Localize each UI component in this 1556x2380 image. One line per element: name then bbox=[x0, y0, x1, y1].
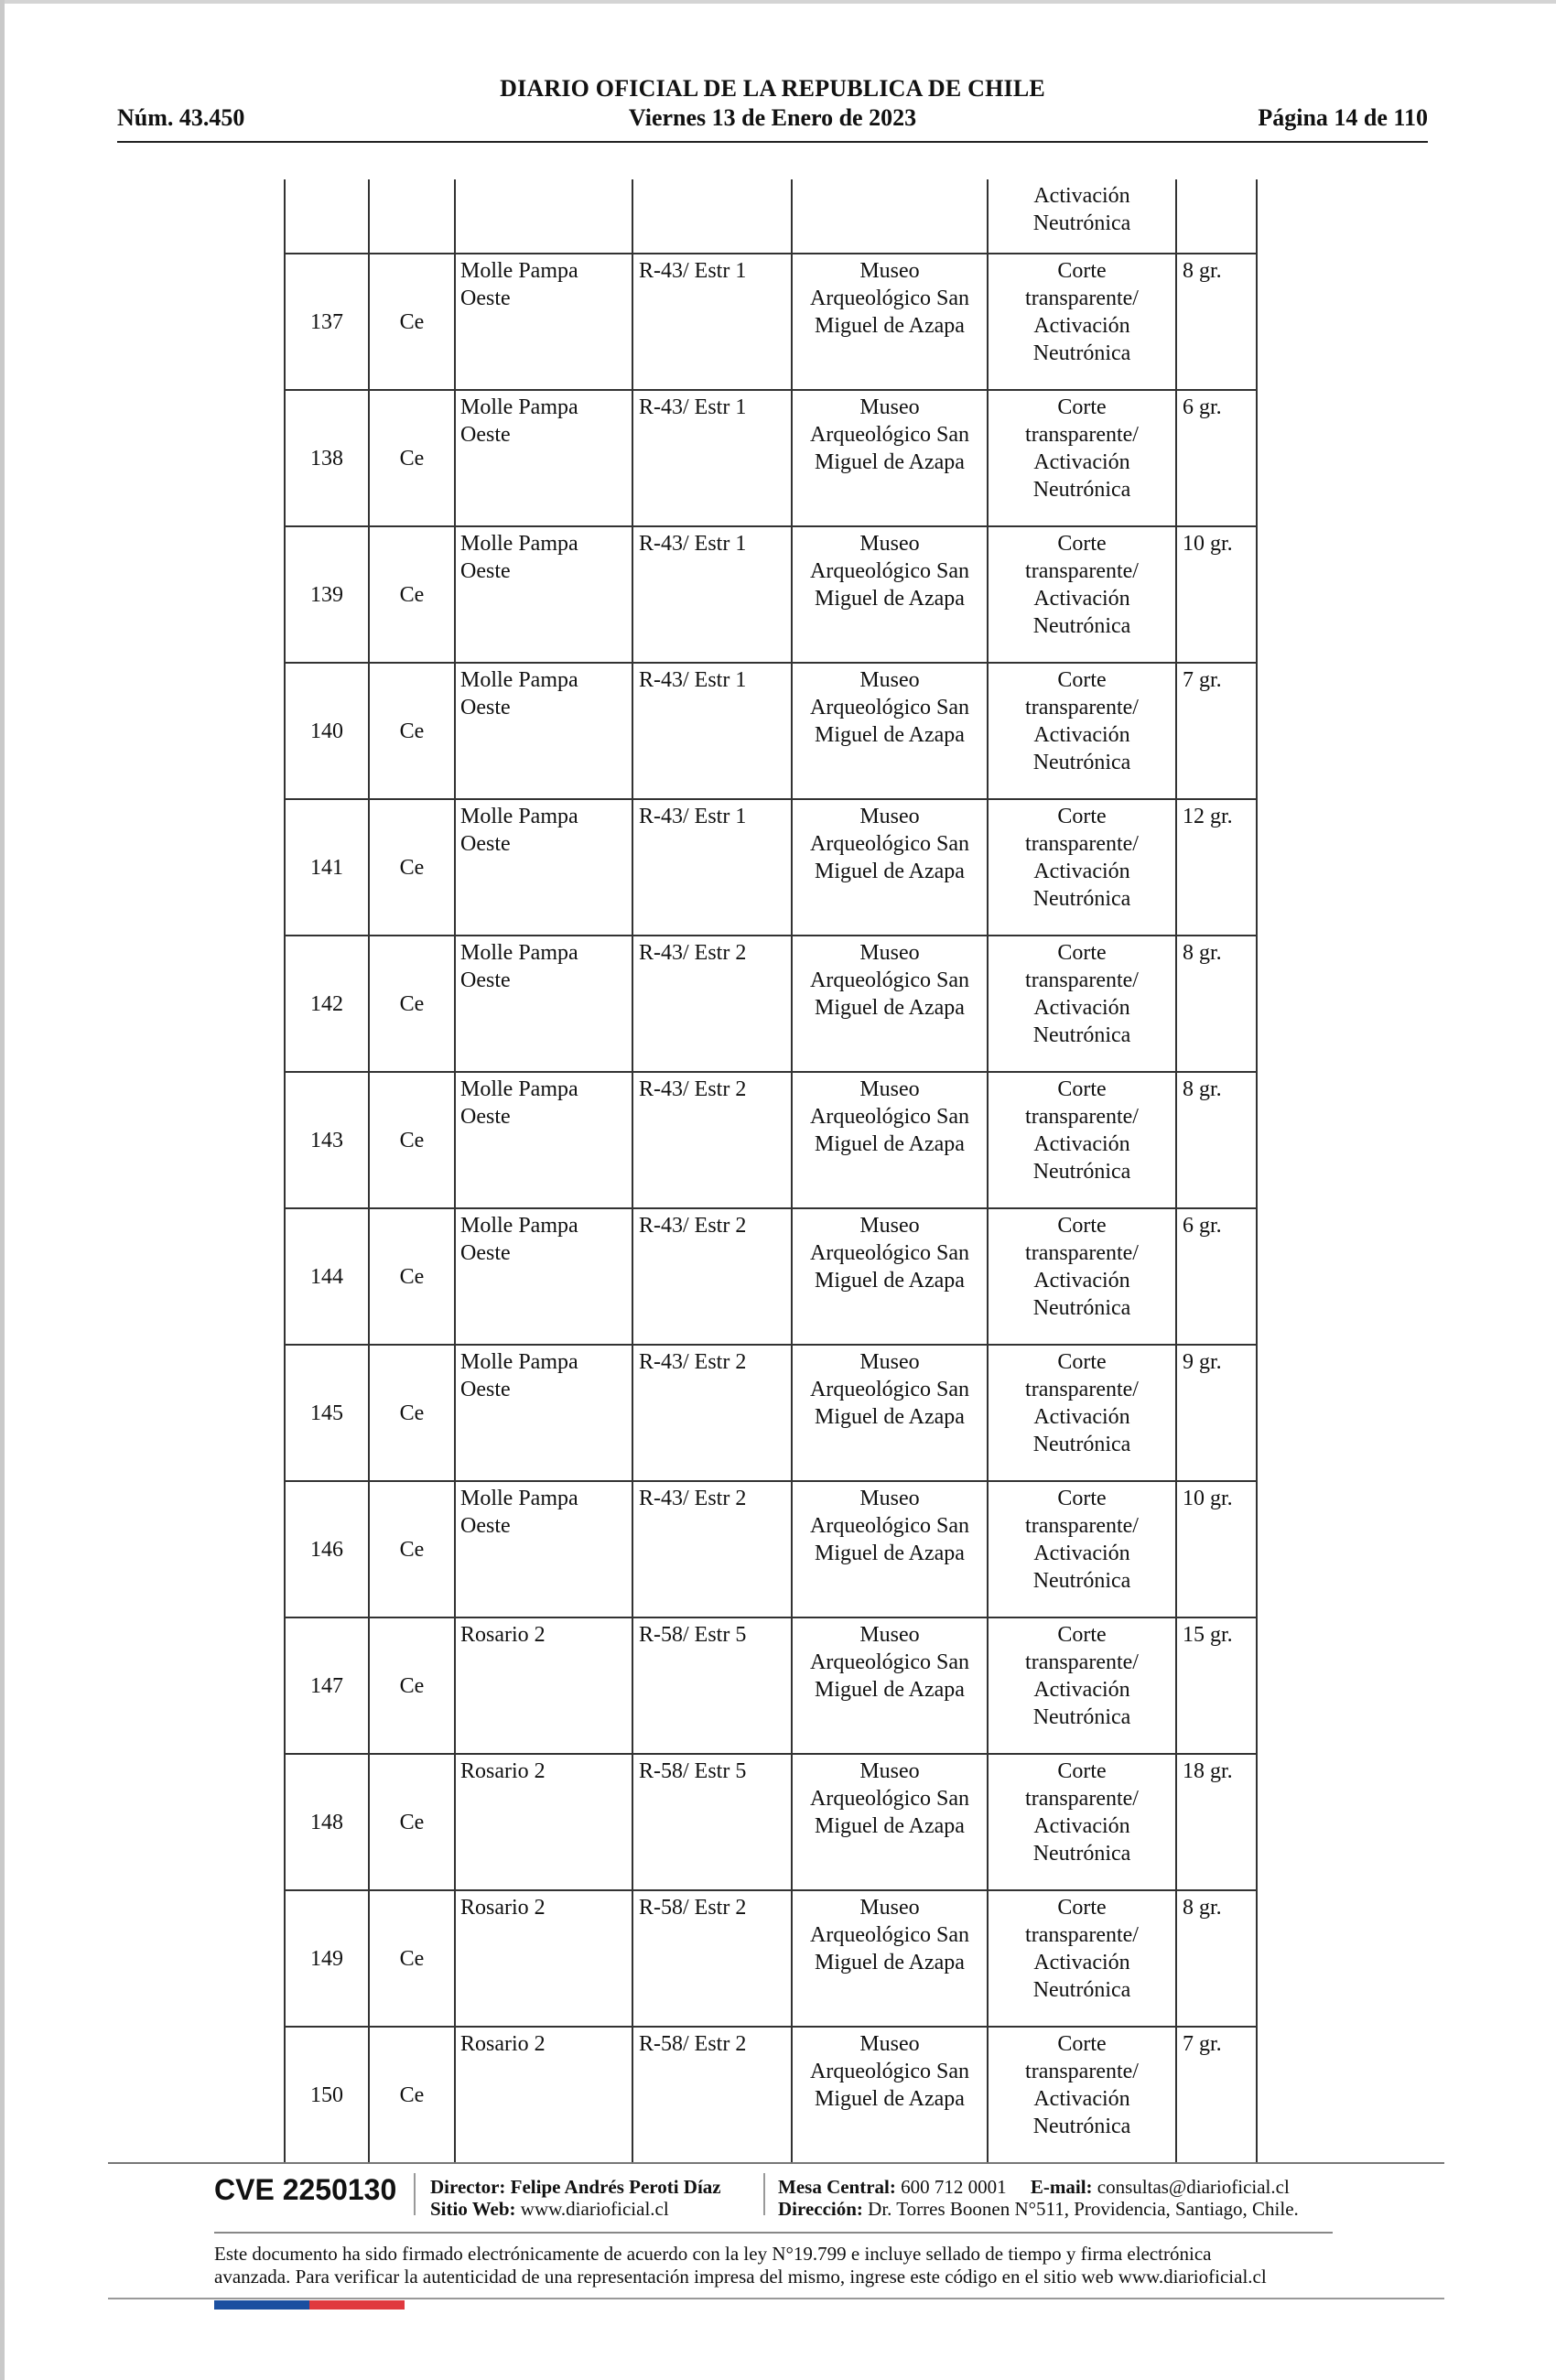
reference-cell: R-43/ Estr 2 bbox=[632, 1345, 792, 1481]
museum-line: Arqueológico San bbox=[810, 559, 969, 583]
record-type: Ce bbox=[369, 254, 455, 390]
footer-contact-block bbox=[778, 2176, 1299, 2220]
record-number: 148 bbox=[285, 1754, 369, 1890]
analysis-line: transparente/ bbox=[1025, 559, 1139, 583]
analysis-line: Activación bbox=[1033, 587, 1130, 611]
analysis-line: Corte bbox=[1057, 532, 1107, 556]
museum-cell bbox=[792, 390, 988, 526]
museum-line: Museo bbox=[859, 1077, 920, 1101]
analysis-cell bbox=[988, 1481, 1176, 1617]
analysis-line: Corte bbox=[1057, 1077, 1107, 1101]
museum-line: Miguel de Azapa bbox=[815, 723, 965, 747]
table-row bbox=[285, 1208, 1257, 1345]
analysis-line: Neutrónica bbox=[1032, 1433, 1131, 1456]
analysis-line: Activación bbox=[1033, 2087, 1130, 2111]
site-cell bbox=[455, 390, 632, 526]
analysis-line: Neutrónica bbox=[1032, 1569, 1131, 1593]
site-cell bbox=[455, 663, 632, 799]
address-label: Dirección: bbox=[778, 2198, 863, 2220]
site-line: Oeste bbox=[460, 1514, 511, 1538]
record-number: 141 bbox=[285, 799, 369, 936]
site-line: Molle Pampa bbox=[460, 259, 578, 283]
museum-line: Museo bbox=[859, 2032, 920, 2056]
museum-cell bbox=[792, 1072, 988, 1208]
analysis-cell bbox=[988, 1754, 1176, 1890]
record-number: 140 bbox=[285, 663, 369, 799]
weight-cell: 6 gr. bbox=[1176, 1208, 1257, 1345]
page-number: Página 14 de 110 bbox=[1258, 104, 1428, 131]
issue-number: Núm. 43.450 bbox=[117, 104, 245, 131]
record-type: Ce bbox=[369, 1617, 455, 1754]
record-number: 146 bbox=[285, 1481, 369, 1617]
analysis-line: Corte bbox=[1057, 1214, 1107, 1238]
analysis-line: Corte bbox=[1057, 395, 1107, 419]
analysis-line: Activación bbox=[1033, 1814, 1130, 1838]
table-row bbox=[285, 1754, 1257, 1890]
weight-cell: 7 gr. bbox=[1176, 2027, 1257, 2163]
mesa-value: 600 712 0001 bbox=[901, 2176, 1007, 2198]
site-line: Molle Pampa bbox=[460, 668, 578, 692]
table-row bbox=[285, 390, 1257, 526]
museum-line: Museo bbox=[859, 668, 920, 692]
museum-line: Miguel de Azapa bbox=[815, 2087, 965, 2111]
museum-line: Museo bbox=[859, 1896, 920, 1920]
record-type: Ce bbox=[369, 526, 455, 663]
address-value: Dr. Torres Boonen N°511, Providencia, Santiago, Chile. bbox=[868, 2198, 1299, 2220]
page-left-edge bbox=[0, 0, 5, 2380]
museum-line: Museo bbox=[859, 1623, 920, 1647]
museum-line: Museo bbox=[859, 1759, 920, 1783]
reference-cell: R-43/ Estr 2 bbox=[632, 1072, 792, 1208]
record-type: Ce bbox=[369, 1890, 455, 2027]
flag-stripe-red bbox=[309, 2300, 405, 2310]
footer-separator bbox=[414, 2173, 416, 2215]
continued-row bbox=[285, 179, 1257, 254]
site-line: Molle Pampa bbox=[460, 1487, 578, 1510]
museum-line: Museo bbox=[859, 1487, 920, 1510]
museum-line: Arqueológico San bbox=[810, 1514, 969, 1538]
analysis-line: Neutrónica bbox=[1032, 1296, 1131, 1320]
analysis-line: Corte bbox=[1057, 1623, 1107, 1647]
museum-line: Miguel de Azapa bbox=[815, 1814, 965, 1838]
site-line: Molle Pampa bbox=[460, 1077, 578, 1101]
footer-divider bbox=[108, 2298, 1444, 2299]
site-cell bbox=[455, 1890, 632, 2027]
record-type: Ce bbox=[369, 1481, 455, 1617]
museum-cell bbox=[792, 936, 988, 1072]
table-cell bbox=[369, 179, 455, 254]
table-row bbox=[285, 254, 1257, 390]
analysis-cell bbox=[988, 390, 1176, 526]
site-line: Molle Pampa bbox=[460, 941, 578, 965]
website-label: Sitio Web: bbox=[430, 2198, 516, 2220]
reference-cell: R-43/ Estr 1 bbox=[632, 799, 792, 936]
footer-director-block bbox=[430, 2176, 721, 2220]
analysis-line: Activación bbox=[1033, 1132, 1130, 1156]
site-line: Oeste bbox=[460, 559, 511, 583]
director-label: Director: bbox=[430, 2176, 506, 2198]
weight-cell: 9 gr. bbox=[1176, 1345, 1257, 1481]
analysis-line: Activación bbox=[1033, 184, 1130, 208]
analysis-line: Corte bbox=[1057, 668, 1107, 692]
weight-cell: 8 gr. bbox=[1176, 1890, 1257, 2027]
site-line: Rosario 2 bbox=[460, 1896, 546, 1920]
site-cell bbox=[455, 1617, 632, 1754]
analysis-line: Corte bbox=[1057, 1350, 1107, 1374]
museum-line: Arqueológico San bbox=[810, 2060, 969, 2083]
site-cell bbox=[455, 1208, 632, 1345]
site-line: Molle Pampa bbox=[460, 1214, 578, 1238]
analysis-line: transparente/ bbox=[1025, 1787, 1139, 1811]
newspaper-title: DIARIO OFICIAL DE LA REPUBLICA DE CHILE bbox=[500, 75, 1045, 102]
weight-cell: 12 gr. bbox=[1176, 799, 1257, 936]
table-row bbox=[285, 1345, 1257, 1481]
table-cell bbox=[632, 179, 792, 254]
analysis-line: transparente/ bbox=[1025, 2060, 1139, 2083]
museum-line: Museo bbox=[859, 1214, 920, 1238]
museum-cell bbox=[792, 1208, 988, 1345]
analysis-line: Neutrónica bbox=[1032, 478, 1131, 502]
legal-line: Este documento ha sido firmado electrónicamente de acuerdo con la ley N°19.799 e incluye sellado de tiempo y firma electrónica bbox=[214, 2243, 1212, 2265]
museum-line: Miguel de Azapa bbox=[815, 1542, 965, 1565]
weight-cell: 7 gr. bbox=[1176, 663, 1257, 799]
analysis-cell bbox=[988, 1345, 1176, 1481]
record-number: 138 bbox=[285, 390, 369, 526]
analysis-line: Corte bbox=[1057, 259, 1107, 283]
museum-cell bbox=[792, 799, 988, 936]
reference-cell: R-58/ Estr 5 bbox=[632, 1617, 792, 1754]
cve-code: CVE 2250130 bbox=[214, 2173, 397, 2206]
analysis-cell bbox=[988, 1617, 1176, 1754]
analysis-line: Neutrónica bbox=[1032, 2115, 1131, 2138]
analysis-line: transparente/ bbox=[1025, 1650, 1139, 1674]
site-cell bbox=[455, 526, 632, 663]
analysis-line: Activación bbox=[1033, 1269, 1130, 1293]
analysis-line: Activación bbox=[1033, 860, 1130, 883]
analysis-line: transparente/ bbox=[1025, 1378, 1139, 1401]
site-cell bbox=[455, 1072, 632, 1208]
site-line: Molle Pampa bbox=[460, 1350, 578, 1374]
site-line: Molle Pampa bbox=[460, 805, 578, 828]
table-row bbox=[285, 1481, 1257, 1617]
weight-cell: 10 gr. bbox=[1176, 526, 1257, 663]
footer-divider bbox=[108, 2162, 1444, 2164]
analysis-line: transparente/ bbox=[1025, 832, 1139, 856]
museum-line: Arqueológico San bbox=[810, 968, 969, 992]
analysis-line: Activación bbox=[1033, 1678, 1130, 1702]
mesa-label: Mesa Central: bbox=[778, 2176, 896, 2198]
record-type: Ce bbox=[369, 936, 455, 1072]
table-cell bbox=[1176, 179, 1257, 254]
analysis-line: Neutrónica bbox=[1032, 211, 1131, 235]
museum-line: Miguel de Azapa bbox=[815, 1678, 965, 1702]
record-number: 143 bbox=[285, 1072, 369, 1208]
museum-line: Museo bbox=[859, 259, 920, 283]
analysis-cell bbox=[988, 799, 1176, 936]
reference-cell: R-43/ Estr 1 bbox=[632, 526, 792, 663]
museum-cell bbox=[792, 1481, 988, 1617]
site-line: Oeste bbox=[460, 1105, 511, 1129]
analysis-cell bbox=[988, 1890, 1176, 2027]
table-row bbox=[285, 799, 1257, 936]
museum-cell bbox=[792, 2027, 988, 2163]
analysis-line: Neutrónica bbox=[1032, 1023, 1131, 1047]
museum-line: Arqueológico San bbox=[810, 832, 969, 856]
museum-cell bbox=[792, 663, 988, 799]
reference-cell: R-58/ Estr 2 bbox=[632, 2027, 792, 2163]
analysis-line: Activación bbox=[1033, 1542, 1130, 1565]
record-number: 150 bbox=[285, 2027, 369, 2163]
analysis-line: Neutrónica bbox=[1032, 1705, 1131, 1729]
museum-line: Miguel de Azapa bbox=[815, 1132, 965, 1156]
analysis-line: Activación bbox=[1033, 1951, 1130, 1974]
analysis-line: transparente/ bbox=[1025, 1514, 1139, 1538]
reference-cell: R-43/ Estr 1 bbox=[632, 390, 792, 526]
museum-line: Miguel de Azapa bbox=[815, 1405, 965, 1429]
analysis-line: Neutrónica bbox=[1032, 614, 1131, 638]
table-row bbox=[285, 2027, 1257, 2163]
page-top-edge bbox=[0, 0, 1556, 4]
record-number: 144 bbox=[285, 1208, 369, 1345]
legal-notice bbox=[214, 2243, 1367, 2288]
site-line: Oeste bbox=[460, 287, 511, 310]
museum-line: Miguel de Azapa bbox=[815, 1951, 965, 1974]
site-cell bbox=[455, 2027, 632, 2163]
museum-cell bbox=[792, 1890, 988, 2027]
analysis-line: Neutrónica bbox=[1032, 887, 1131, 911]
museum-cell bbox=[792, 526, 988, 663]
table-row bbox=[285, 1617, 1257, 1754]
record-number: 137 bbox=[285, 254, 369, 390]
reference-cell: R-43/ Estr 1 bbox=[632, 663, 792, 799]
issue-date: Viernes 13 de Enero de 2023 bbox=[628, 104, 917, 131]
museum-line: Arqueológico San bbox=[810, 1787, 969, 1811]
analysis-line: Neutrónica bbox=[1032, 1160, 1131, 1184]
analysis-line: Neutrónica bbox=[1032, 1978, 1131, 2002]
site-line: Rosario 2 bbox=[460, 1623, 546, 1647]
record-type: Ce bbox=[369, 663, 455, 799]
site-cell bbox=[455, 254, 632, 390]
analysis-line: transparente/ bbox=[1025, 287, 1139, 310]
site-cell bbox=[455, 1481, 632, 1617]
analysis-cell bbox=[988, 526, 1176, 663]
museum-cell bbox=[792, 1754, 988, 1890]
analysis-line: Corte bbox=[1057, 1759, 1107, 1783]
record-type: Ce bbox=[369, 1208, 455, 1345]
analysis-line: transparente/ bbox=[1025, 1105, 1139, 1129]
analysis-line: transparente/ bbox=[1025, 1923, 1139, 1947]
analysis-line: Corte bbox=[1057, 1487, 1107, 1510]
table-cell bbox=[455, 179, 632, 254]
analysis-line: Neutrónica bbox=[1032, 341, 1131, 365]
footer-divider bbox=[214, 2232, 1333, 2234]
legal-line: avanzada. Para verificar la autenticidad de una representación impresa del mismo, ingrese este código en el sitio web www.diarioficial.cl bbox=[214, 2266, 1267, 2288]
site-cell bbox=[455, 1754, 632, 1890]
site-cell bbox=[455, 799, 632, 936]
record-type: Ce bbox=[369, 1072, 455, 1208]
site-line: Molle Pampa bbox=[460, 532, 578, 556]
analysis-line: transparente/ bbox=[1025, 968, 1139, 992]
museum-cell bbox=[792, 1617, 988, 1754]
record-number: 147 bbox=[285, 1617, 369, 1754]
museum-line: Miguel de Azapa bbox=[815, 996, 965, 1020]
record-type: Ce bbox=[369, 2027, 455, 2163]
analysis-line: Activación bbox=[1033, 314, 1130, 338]
museum-line: Museo bbox=[859, 1350, 920, 1374]
analysis-line: Activación bbox=[1033, 1405, 1130, 1429]
analysis-cell bbox=[988, 254, 1176, 390]
table-row bbox=[285, 1072, 1257, 1208]
museum-line: Museo bbox=[859, 941, 920, 965]
museum-cell bbox=[792, 1345, 988, 1481]
record-type: Ce bbox=[369, 1345, 455, 1481]
museum-line: Arqueológico San bbox=[810, 1241, 969, 1265]
email-label: E-mail: bbox=[1030, 2176, 1093, 2198]
page-header bbox=[117, 75, 1428, 143]
museum-line: Miguel de Azapa bbox=[815, 450, 965, 474]
email-link[interactable]: consultas@diarioficial.cl bbox=[1097, 2176, 1290, 2198]
analysis-line: Activación bbox=[1033, 996, 1130, 1020]
analysis-line: Neutrónica bbox=[1032, 1842, 1131, 1866]
table-row bbox=[285, 526, 1257, 663]
analysis-line: Activación bbox=[1033, 450, 1130, 474]
museum-line: Arqueológico San bbox=[810, 1378, 969, 1401]
analysis-line: Corte bbox=[1057, 805, 1107, 828]
record-type: Ce bbox=[369, 799, 455, 936]
museum-line: Miguel de Azapa bbox=[815, 860, 965, 883]
museum-line: Arqueológico San bbox=[810, 1105, 969, 1129]
museum-line: Arqueológico San bbox=[810, 696, 969, 719]
site-line: Oeste bbox=[460, 696, 511, 719]
museum-line: Miguel de Azapa bbox=[815, 314, 965, 338]
museum-line: Miguel de Azapa bbox=[815, 1269, 965, 1293]
record-type: Ce bbox=[369, 1754, 455, 1890]
analysis-line: transparente/ bbox=[1025, 423, 1139, 447]
analysis-cell bbox=[988, 663, 1176, 799]
site-cell bbox=[455, 936, 632, 1072]
site-cell bbox=[455, 1345, 632, 1481]
footer-separator bbox=[763, 2173, 765, 2215]
analysis-line: Activación bbox=[1033, 723, 1130, 747]
museum-line: Museo bbox=[859, 532, 920, 556]
museum-cell bbox=[792, 254, 988, 390]
museum-line: Arqueológico San bbox=[810, 1923, 969, 1947]
analysis-line: Neutrónica bbox=[1032, 751, 1131, 774]
table-row bbox=[285, 1890, 1257, 2027]
site-line: Oeste bbox=[460, 1378, 511, 1401]
website-link[interactable]: www.diarioficial.cl bbox=[520, 2198, 669, 2220]
analysis-line: Corte bbox=[1057, 2032, 1107, 2056]
flag-stripe-blue bbox=[214, 2300, 309, 2310]
record-type: Ce bbox=[369, 390, 455, 526]
weight-cell: 18 gr. bbox=[1176, 1754, 1257, 1890]
table-cell bbox=[285, 179, 369, 254]
site-line: Oeste bbox=[460, 1241, 511, 1265]
records-table bbox=[284, 179, 1258, 2164]
museum-line: Arqueológico San bbox=[810, 423, 969, 447]
site-line: Rosario 2 bbox=[460, 1759, 546, 1783]
record-number: 142 bbox=[285, 936, 369, 1072]
museum-line: Museo bbox=[859, 805, 920, 828]
museum-line: Arqueológico San bbox=[810, 287, 969, 310]
museum-line: Arqueológico San bbox=[810, 1650, 969, 1674]
reference-cell: R-43/ Estr 1 bbox=[632, 254, 792, 390]
weight-cell: 15 gr. bbox=[1176, 1617, 1257, 1754]
analysis-cell bbox=[988, 1072, 1176, 1208]
site-line: Rosario 2 bbox=[460, 2032, 546, 2056]
analysis-cell bbox=[988, 2027, 1176, 2163]
analysis-cell bbox=[988, 1208, 1176, 1345]
weight-cell: 10 gr. bbox=[1176, 1481, 1257, 1617]
analysis-line: transparente/ bbox=[1025, 696, 1139, 719]
site-line: Oeste bbox=[460, 968, 511, 992]
site-line: Oeste bbox=[460, 832, 511, 856]
record-number: 149 bbox=[285, 1890, 369, 2027]
record-number: 139 bbox=[285, 526, 369, 663]
reference-cell: R-58/ Estr 2 bbox=[632, 1890, 792, 2027]
reference-cell: R-43/ Estr 2 bbox=[632, 936, 792, 1072]
weight-cell: 8 gr. bbox=[1176, 254, 1257, 390]
table-cell bbox=[792, 179, 988, 254]
museum-line: Miguel de Azapa bbox=[815, 587, 965, 611]
reference-cell: R-43/ Estr 2 bbox=[632, 1481, 792, 1617]
analysis-cell bbox=[988, 936, 1176, 1072]
weight-cell: 8 gr. bbox=[1176, 936, 1257, 1072]
reference-cell: R-43/ Estr 2 bbox=[632, 1208, 792, 1345]
site-line: Molle Pampa bbox=[460, 395, 578, 419]
table-row bbox=[285, 663, 1257, 799]
weight-cell: 6 gr. bbox=[1176, 390, 1257, 526]
analysis-line: transparente/ bbox=[1025, 1241, 1139, 1265]
record-number: 145 bbox=[285, 1345, 369, 1481]
analysis-line: Corte bbox=[1057, 1896, 1107, 1920]
weight-cell: 8 gr. bbox=[1176, 1072, 1257, 1208]
director-name: Felipe Andrés Peroti Díaz bbox=[510, 2176, 721, 2198]
analysis-cell bbox=[988, 179, 1176, 254]
museum-line: Museo bbox=[859, 395, 920, 419]
reference-cell: R-58/ Estr 5 bbox=[632, 1754, 792, 1890]
site-line: Oeste bbox=[460, 423, 511, 447]
table-row bbox=[285, 936, 1257, 1072]
analysis-line: Corte bbox=[1057, 941, 1107, 965]
